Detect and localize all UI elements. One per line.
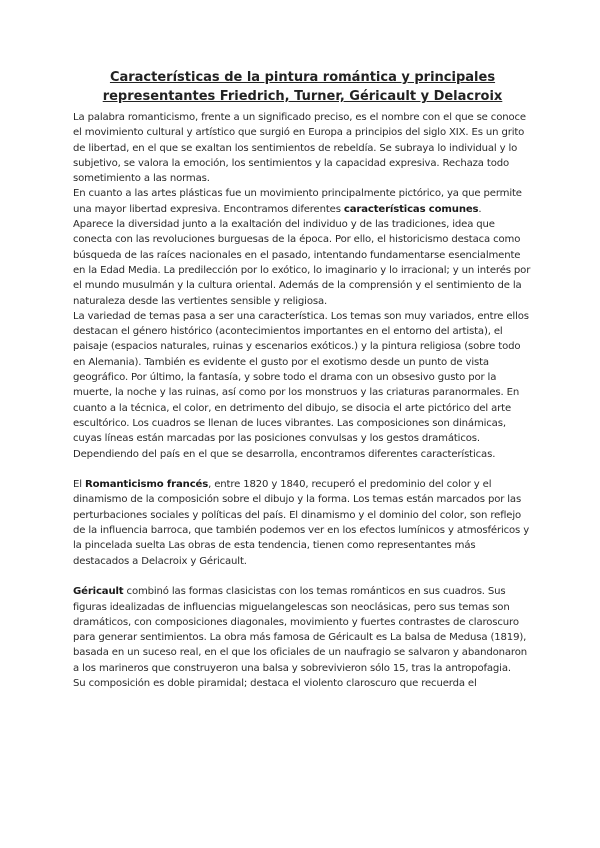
paragraph-paises: Dependiendo del país en el que se desarrolla, encontramos diferentes características.	[73, 448, 496, 460]
bold-romanticismo-frances: Romanticismo francés	[84, 479, 209, 491]
text-run: .	[478, 203, 482, 215]
paragraph-romanticismo-frances	[73, 477, 532, 569]
bold-gericault: Géricault	[73, 586, 124, 598]
bold-caracteristicas-comunes: características comunes	[343, 203, 479, 215]
text-run: El	[73, 479, 85, 491]
paragraph-artes-plasticas	[73, 186, 532, 217]
paragraph-diversidad: Aparece la diversidad junto a la exaltación del individuo y de las tradiciones, idea que conecta con las revoluciones burguesas de la época. Por ello, el historicismo destaca como búsqueda de las raíces nacionales en el pasado, intentando fundamentarse esencialmente en la Edad Media. La predilección por lo exótico, lo imaginario y lo irracional; y un interés por el mundo musulmán y la cultura oriental. Además de la comprensión y el sentimiento de la naturaleza desde las vertientes sensible y religiosa.	[73, 219, 531, 307]
document-title: Características de la pintura romántica y principales representantes Friedrich, Turner, Géricault y Delacroix	[102, 70, 503, 104]
text-run: combinó las formas clasicistas con los temas románticos en sus cuadros. Sus figuras idealizadas de influencias miguelangelescas son neoclásicas, pero sus temas son dramáticos, con composiciones diagonales, movimiento y fuertes contrastes de claroscuro para generar sentimientos. La obra más famosa de Géricault es La balsa de Medusa (1819), basada en un suceso real, en el que los oficiales de un naufragio se salvaron y abandonaron a los marineros que construyeron una balsa y sobrevivieron sólo 15, tras la antropofagia.	[73, 586, 527, 674]
paragraph-variedad-temas: La variedad de temas pasa a ser una característica. Los temas son muy variados, entre ellos destacan el género histórico (acontecimientos importantes en el entorno del artista), el paisaje (espacios naturales, ruinas y escenarios exóticos.) y la pintura religiosa (sobre todo en Alemania). También es evidente el gusto por el exotismo desde un punto de vista geográfico. Por último, la fantasía, y sobre todo el drama con un obsesivo gusto por la muerte, la noche y las ruinas, así como por los monstruos y las criaturas paranormales. En cuanto a la técnica, el color, en detrimento del dibujo, se disocia el arte pictórico del arte escultórico. Los cuadros se llenan de luces vibrantes. Las composiciones son dinámicas, cuyas líneas están marcadas por las posiciones convulsas y los gestos dramáticos.	[73, 310, 529, 445]
text-run: En cuanto a las artes plásticas fue un movimiento principalmente pictórico, ya que permite una mayor libertad expresiva. Encontramos diferentes	[73, 188, 522, 215]
paragraph-gericault	[73, 584, 532, 676]
paragraph-composicion: Su composición es doble piramidal; destaca el violento claroscuro que recuerda el	[73, 677, 477, 689]
text-run: , entre 1820 y 1840, recuperó el predominio del color y el dinamismo de la composición sobre el dibujo y la forma. Los temas están marcados por las perturbaciones sociales y políticas del país. El dinamismo y el dominio del color, son reflejo de la influencia barroca, que también podemos ver en los efectos lumínicos y atmosféricos y la pincelada suelta Las obras de esta tendencia, tienen como representantes más destacados a Delacroix y Géricault.	[73, 479, 530, 567]
paragraph-intro: La palabra romanticismo, frente a un significado preciso, es el nombre con el que se conoce el movimiento cultural y artístico que surgió en Europa a principios del siglo XIX. Es un grito de libertad, en el que se exaltan los sentimientos de rebeldía. Se subraya lo individual y lo subjetivo, se valora la emoción, los sentimientos y la capacidad expresiva. Rechaza todo sometimiento a las normas.	[73, 112, 526, 185]
